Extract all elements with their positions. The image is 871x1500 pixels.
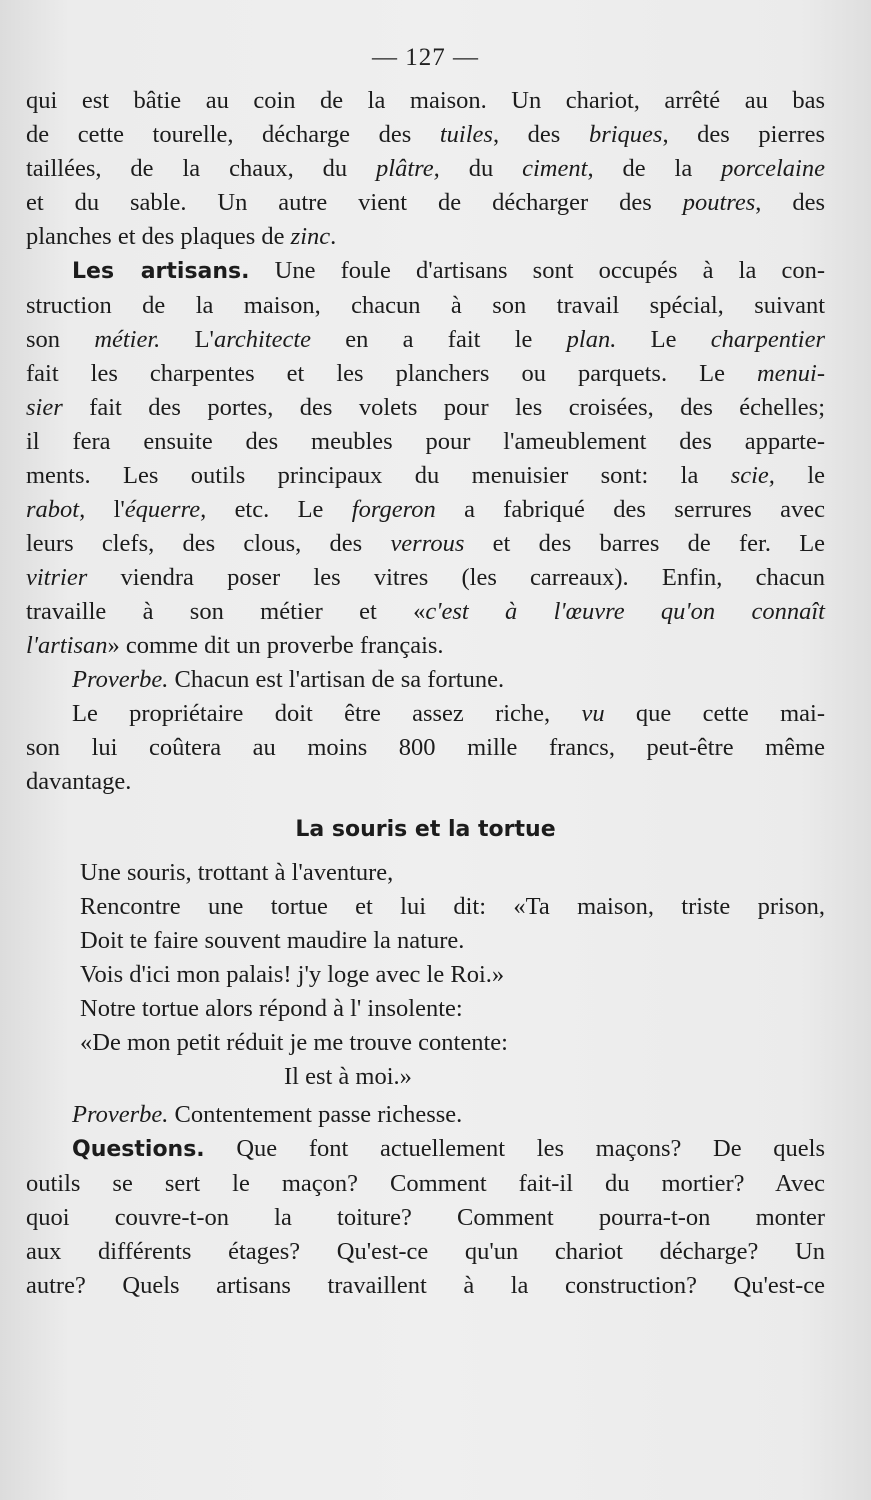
- poem-line: Une souris, trottant à l'aventure,: [80, 859, 394, 886]
- text-line: et du sable. Un autre vient de décharger des poutres, des: [26, 189, 825, 216]
- text-line: son lui coûtera au moins 800 mille francs, peut-être même: [26, 734, 825, 761]
- text-line: sier fait des portes, des volets pour les croisées, des échelles;: [26, 394, 826, 421]
- term-porcelaine: porcelaine: [721, 155, 825, 182]
- text-line: l'artisan» comme dit un proverbe français.: [26, 632, 444, 659]
- term-platre: plâtre,: [376, 155, 440, 182]
- term-briques: briques: [588, 121, 663, 148]
- proverb-label: Proverbe.: [72, 666, 169, 693]
- text-line: vitrier viendra poser les vitres (les carreaux). Enfin, chacun: [26, 564, 825, 591]
- text-line: rabot, l'équerre, etc. Le forgeron a fabriqué des serrures avec: [26, 496, 826, 523]
- paragraph-owner: [26, 697, 825, 799]
- text-line: Le propriétaire doit être assez riche, vu que cette mai-: [72, 700, 826, 727]
- term-poutres: poutres: [682, 189, 756, 216]
- poem-title: La souris et la tortue: [295, 817, 556, 842]
- term-ciment: ciment: [522, 155, 588, 182]
- text-line: Les artisans. Une foule d'artisans sont occupés à la con-: [72, 257, 825, 284]
- paragraph-artisans: [26, 254, 825, 663]
- term-tuiles: tuiles: [439, 121, 493, 148]
- text-line: travaille à son métier et «c'est à l'œuvre qu'on connaît: [26, 598, 825, 625]
- proverb-1: [26, 663, 825, 697]
- text-line: taillées, de la chaux, du plâtre, du ciment, de la porcelaine: [26, 155, 825, 182]
- text-line: de cette tourelle, décharge des tuiles, des briques, des pierres: [26, 121, 826, 148]
- text-line: ments. Les outils principaux du menuisier sont: la scie, le: [26, 462, 826, 489]
- poem-line: Doit te faire souvent maudire la nature.: [80, 927, 465, 954]
- proverb-2: [26, 1098, 825, 1132]
- paragraph-questions: [26, 1132, 825, 1303]
- proverb-label: Proverbe.: [72, 1101, 169, 1128]
- term-zinc: zinc: [290, 223, 331, 250]
- text-line: fait les charpentes et les planchers ou parquets. Le menui-: [26, 360, 826, 387]
- section-heading-questions: Questions.: [72, 1137, 205, 1162]
- text-line: planches et des plaques de zinc.: [26, 223, 337, 250]
- page-number: — 127 —: [372, 44, 479, 71]
- text-line: aux différents étages? Qu'est-ce qu'un chariot décharge? Un: [26, 1238, 825, 1265]
- text-line: Questions. Que font actuellement les maçons? De quels: [72, 1135, 825, 1162]
- poem-line: Notre tortue alors répond à l' insolente:: [80, 995, 463, 1022]
- poem-line: Rencontre une tortue et lui dit: «Ta maison, triste prison,: [80, 893, 825, 920]
- text-line: Proverbe. Chacun est l'artisan de sa fortune.: [72, 666, 505, 693]
- text-line: son métier. L'architecte en a fait le plan. Le charpentier: [26, 326, 826, 353]
- text-line: leurs clefs, des clous, des verrous et des barres de fer. Le: [26, 530, 826, 557]
- text-line: Proverbe. Contentement passe richesse.: [72, 1101, 463, 1128]
- poem-line: Il est à moi.»: [284, 1063, 412, 1090]
- poem-line: Vois d'ici mon palais! j'y loge avec le Roi.»: [80, 961, 505, 988]
- paragraph-materials: [26, 84, 825, 254]
- poem-line: «De mon petit réduit je me trouve contente:: [80, 1029, 508, 1056]
- text-line: davantage.: [26, 768, 132, 795]
- text-line: struction de la maison, chacun à son travail spécial, suivant: [26, 292, 825, 319]
- text-line: il fera ensuite des meubles pour l'ameublement des apparte-: [26, 428, 825, 455]
- text-line: autre? Quels artisans travaillent à la construction? Qu'est-ce: [26, 1272, 825, 1299]
- text-line: quoi couvre-t-on la toiture? Comment pourra-t-on monter: [26, 1204, 825, 1231]
- section-heading-artisans: Les artisans.: [72, 259, 250, 284]
- poem: [26, 856, 825, 1094]
- text-line: outils se sert le maçon? Comment fait-il du mortier? Avec: [26, 1170, 825, 1197]
- text-line: qui est bâtie au coin de la maison. Un chariot, arrêté au bas: [26, 87, 825, 114]
